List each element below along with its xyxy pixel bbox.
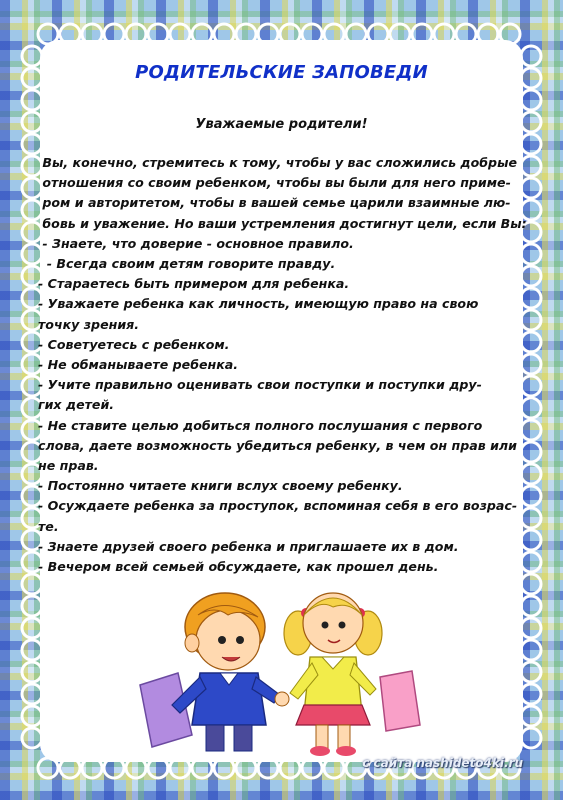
page-title: РОДИТЕЛЬСКИЕ ЗАПОВЕДИ — [135, 62, 428, 83]
text-line: - Вечером всей семьей обсуждаете, как прошел день. — [38, 559, 439, 575]
text-line: - Осуждаете ребенка за проступок, вспоминая себя в его возрас- — [38, 498, 518, 514]
text-line: - Советуетесь с ребенком. — [38, 336, 230, 352]
text-line: те. — [38, 518, 59, 534]
text-line: - Знаете друзей своего ребенка и приглашаете их в дом. — [38, 538, 459, 554]
text-line: - Знаете, что доверие - основное правило. — [38, 235, 354, 251]
text-line: - Не ставите целью добиться полного послушания с первого — [38, 417, 483, 433]
text-line: гих детей. — [38, 397, 115, 413]
children-illustration — [130, 585, 430, 760]
text-line: - Постоянно читаете книги вслух своему ребенку. — [38, 478, 403, 494]
text-line: - Уважаете ребенка как личность, имеющую право на свою — [38, 296, 479, 312]
text-line: - Не обманываете ребенка. — [38, 357, 239, 373]
boy-figure — [140, 593, 289, 751]
text-line: отношения со своим ребенком, чтобы вы были для него приме- — [38, 175, 511, 191]
greeting: Уважаемые родители! — [195, 117, 368, 132]
text-line: - Всегда своим детям говорите правду. — [38, 256, 336, 272]
text-line: слова, даете возможность убедиться ребенку, в чем он прав или — [38, 437, 517, 453]
text-line: ром и авторитетом, чтобы в вашей семье царили взаимные лю- — [38, 195, 511, 211]
text-line: не прав. — [38, 458, 99, 474]
text-line: - Стараетесь быть примером для ребенка. — [38, 276, 350, 292]
text-line: Вы, конечно, стремитесь к тому, чтобы у вас сложились добрые — [38, 155, 517, 170]
girl-figure — [284, 593, 420, 756]
source-watermark: с сайта nashideto4ki.ru — [362, 756, 523, 770]
text-line: точку зрения. — [38, 316, 140, 332]
commandments-text — [38, 153, 526, 577]
text-line: - Учите правильно оценивать свои поступки и поступки дру- — [38, 377, 482, 393]
text-line: бовь и уважение. Но ваши устремления достигнут цели, если Вы: — [38, 215, 527, 231]
